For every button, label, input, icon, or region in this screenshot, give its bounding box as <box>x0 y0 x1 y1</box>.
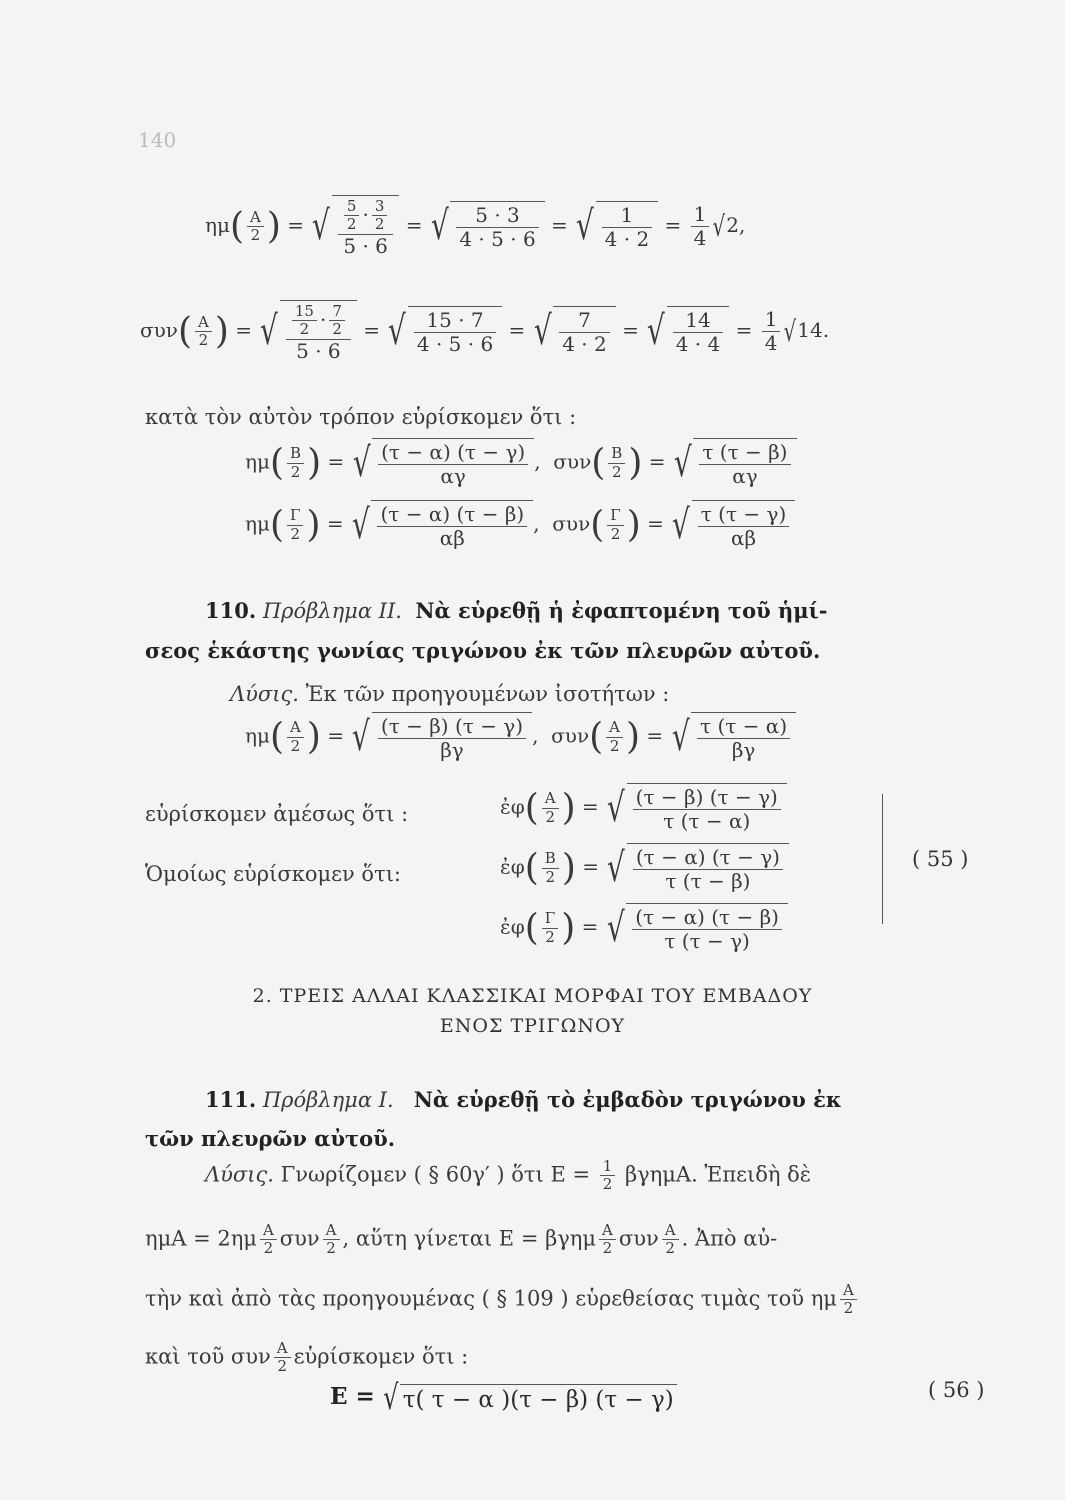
problem-111-line1: 111. Πρόβλημα Ι. Νὰ εὑρεθῇ τὸ ἐμβαδὸν τριγώνου ἐκ <box>205 1087 842 1112</box>
tan-prefix-2: Ὁμοίως εὑρίσκομεν ὅτι: <box>145 862 401 886</box>
tan-prefix-1: εὑρίσκομεν ἀμέσως ὅτι : <box>145 802 409 826</box>
equation-cos-half-a: συν( $\frac{A}{2}$ ) = √ $\frac{15}{2}$ · $\frac{7}{2}$ 5 · 6 = √ $\frac{15 \cdot 7}{4 \cdot 5 \cdot 6}$ = √ $\frac{7}{4 \cdot 2}$ = √ $\frac{14}{4 \cdot 4}$ = $\frac{1}{4}$ √14. <box>140 302 830 363</box>
lysis-111: Λύσις. Γνωρίζομεν ( § 60γ′ ) ὅτι E = $\frac{1}{2}$ βγημA. Ἐπειδὴ δὲ <box>205 1157 812 1194</box>
problem-110-line1: 110. Πρόβλημα ΙΙ. Νὰ εὑρεθῇ ἡ ἐφαπτομένη τοῦ ἡμί- <box>205 598 828 623</box>
lysis-110: Λύσις. Ἐκ τῶν προηγουμένων ἰσοτήτων : <box>230 682 670 706</box>
page-number: 140 <box>138 128 177 152</box>
equation-sin-half-a: ημ( $\frac{A}{2}$ ) = √ $\frac{5}{2}$ · $\frac{3}{2}$ 5 · 6 = √ $\frac{5 \cdot 3}{4 \cdot 5 \cdot 6}$ = √ $\frac{1}{4 \cdot 2}$ = $\frac{1}{4}$ √2, <box>205 197 746 258</box>
text-kata-ton-auton: κατὰ τὸν αὐτὸν τρόπον εὑρίσκομεν ὅτι : <box>145 405 577 429</box>
equation-half-gamma: ημ( $\frac{\Gamma}{2}$ ) = √ $\frac{(\tau - \alpha) (\tau - \beta)}{\alpha\beta}$ , συν( $\frac{\Gamma}{2}$ ) = √ $\frac{\tau (\tau - \gamma)}{\alpha\beta}$ <box>245 500 795 550</box>
equation-56: E = √ τ( τ − α )(τ − β) (τ − γ) <box>330 1378 677 1418</box>
equation-number-55: ( 55 ) <box>912 847 969 871</box>
equation-tan-half-b: ἐφ( $\frac{B}{2}$ ) = √ $\frac{(\tau - \alpha) (\tau - \gamma)}{\tau (\tau - \beta)}$ <box>500 843 789 893</box>
equation-half-b: ημ( $\frac{B}{2}$ ) = √ $\frac{(\tau - \alpha) (\tau - \gamma)}{\alpha\gamma}$ , συν( $\frac{B}{2}$ ) = √ $\frac{\tau (\tau - \beta)}{\alpha\gamma}$ <box>245 438 797 488</box>
equation-tan-half-a: ἐφ( $\frac{A}{2}$ ) = √ $\frac{(\tau - \beta) (\tau - \gamma)}{\tau (\tau - \alpha)}$ <box>500 783 787 833</box>
section-heading-line1: 2. ΤΡΕΙΣ ΑΛΛΑΙ ΚΛΑΣΣΙΚΑΙ ΜΟΡΦΑΙ ΤΟΥ ΕΜΒΑΔΟΥ <box>252 985 813 1007</box>
problem-111-line2: τῶν πλευρῶν αὐτοῦ. <box>145 1126 396 1151</box>
equation-half-a-sin-cos: ημ( $\frac{A}{2}$ ) = √ $\frac{(\tau - \beta) (\tau - \gamma)}{\beta\gamma}$ , συν( $\frac{A}{2}$ ) = √ $\frac{\tau (\tau - \alpha)}{\beta\gamma}$ <box>245 712 796 762</box>
line-ten: τὴν καὶ ἀπὸ τὰς προηγουμένας ( § 109 ) εὑρεθείσας τιμὰς τοῦ ημ $\frac{A}{2}$ <box>145 1282 860 1318</box>
line-kai: καὶ τοῦ συν $\frac{A}{2}$ εὑρίσκομεν ὅτι : <box>145 1339 469 1376</box>
section-heading-line2: ΕΝΟΣ ΤΡΙΓΩΝΟΥ <box>439 1015 626 1037</box>
equation-tan-half-gamma: ἐφ( $\frac{\Gamma}{2}$ ) = √ $\frac{(\tau - \alpha) (\tau - \beta)}{\tau (\tau - \gamma)}$ <box>500 903 788 953</box>
equation-number-56: ( 56 ) <box>928 1378 985 1402</box>
line-hmA: ημA = 2ημ $\frac{A}{2}$ συν $\frac{A}{2}$ , αὕτη γίνεται E = βγημ $\frac{A}{2}$ συν $\frac{A}{2}$ . Ἀπὸ αὐ- <box>145 1221 778 1258</box>
equation-group-brace <box>872 794 883 924</box>
problem-110-line2: σεος ἑκάστης γωνίας τριγώνου ἐκ τῶν πλευρῶν αὐτοῦ. <box>145 638 821 663</box>
